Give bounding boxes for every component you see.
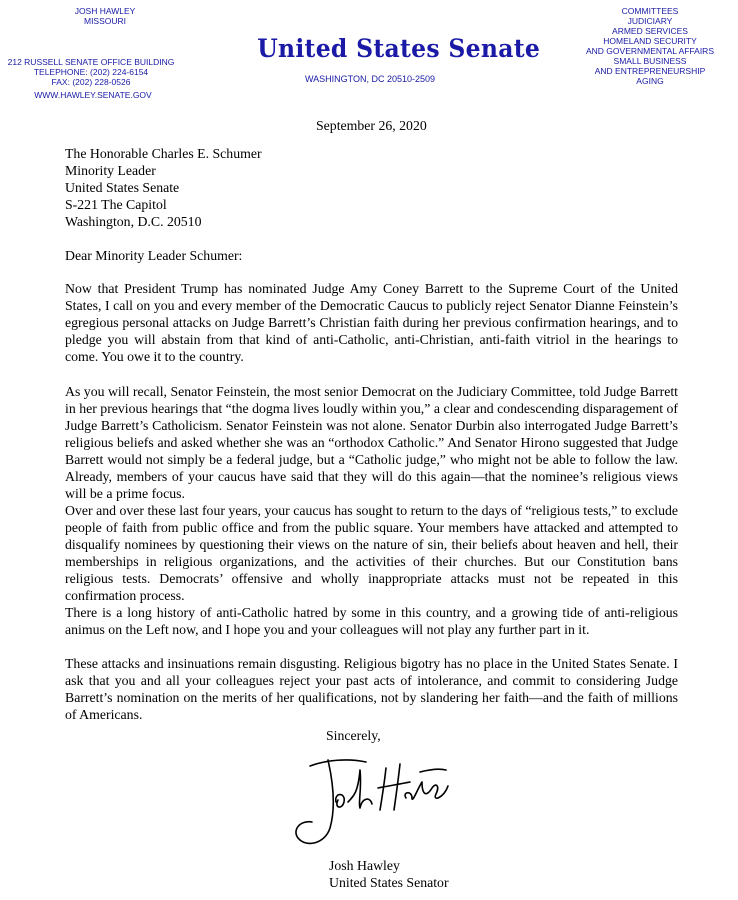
senate-title: United States Senate [257, 34, 541, 63]
committee-item: JUDICIARY [627, 16, 673, 26]
body-paragraph: These attacks and insinuations remain disgusting. Religious bigotry has no place in the United States Senate. I ask that you and all your colleagues reject your past acts of intolerance, and commit to considering Judge Barrett’s nomination on the merits of her qualifications, not by slandering her faith—and the faith of millions of Americans. [65, 656, 678, 722]
committee-item: AND ENTREPRENEURSHIP [594, 66, 706, 76]
recipient-line: S-221 The Capitol [65, 197, 167, 212]
body-paragraph: Over and over these last four years, your caucus has sought to return to the days of “religious tests,” to exclude people of faith from public office and from the public square. Your members have attacked and attempted to disqualify nominees by questioning their views on the nature of sin, their beliefs about heaven and hell, their memberships in religious organizations, and the activities of their churches. But our Constitution bans religious tests. Democrats’ offensive and wholly inappropriate attacks must not be repeated in this confirmation process. [65, 503, 678, 603]
committees-heading: COMMITTEES [621, 6, 679, 16]
letter-date: September 26, 2020 [316, 118, 427, 133]
recipient-line: United States Senate [65, 180, 180, 195]
committee-item: SMALL BUSINESS [613, 56, 687, 66]
body-paragraph: There is a long history of anti-Catholic hatred by some in this country, and a growing tide of anti-religious animus on the Left now, and I hope you and your colleagues will not play any further part in it. [65, 605, 678, 637]
recipient-line: Washington, D.C. 20510 [65, 214, 202, 229]
office-fax: FAX: (202) 228-0526 [51, 77, 131, 87]
signatory-title: United States Senator [329, 875, 449, 890]
body-paragraph: As you will recall, Senator Feinstein, the most senior Democrat on the Judiciary Committee, told Judge Barrett in her previous hearings that “the dogma lives loudly within you,” a clear and condescending disparagement of Judge Barrett’s Catholicism. Senator Feinstein was not alone. Senator Durbin also interrogated Judge Barrett’s religious beliefs and asked whether she was an “orthodox Catholic.” And Senator Hirono suggested that Judge Barrett would not simply be a federal judge, but a “Catholic judge,” who might not be able to follow the law. Already, members of your caucus have said that they will do this again—that the nominee’s religious views will be a prime focus. [65, 384, 678, 501]
office-address: 212 RUSSELL SENATE OFFICE BUILDING [7, 57, 175, 67]
recipient-line: Minority Leader [65, 163, 156, 178]
body-paragraph: Now that President Trump has nominated Judge Amy Coney Barrett to the Supreme Court of the United States, I call on you and every member of the Democratic Caucus to publicly reject Senator Dianne Feinstein’s egregious personal attacks on Judge Barrett’s Christian faith during her previous confirmation hearings, and to pledge you will abstain from that kind of anti-Catholic, anti-Christian, anti-faith vitriol in the hearings to come. You owe it to the country. [65, 281, 678, 364]
signatory-name: Josh Hawley [329, 858, 400, 873]
committee-item: AGING [636, 76, 664, 86]
committees-list [562, 6, 738, 86]
senator-state: MISSOURI [83, 16, 127, 26]
committee-item: AND GOVERNMENTAL AFFAIRS [586, 46, 714, 56]
office-contact [2, 57, 180, 87]
committee-item: ARMED SERVICES [612, 26, 688, 36]
recipient-line: The Honorable Charles E. Schumer [65, 146, 262, 161]
senator-info [30, 6, 180, 26]
office-telephone: TELEPHONE: (202) 224-6154 [33, 67, 149, 77]
salutation: Dear Minority Leader Schumer: [65, 248, 243, 263]
senate-address: WASHINGTON, DC 20510-2509 [304, 74, 436, 84]
recipient-address [65, 145, 262, 230]
committee-item: HOMELAND SECURITY [603, 36, 697, 46]
closing: Sincerely, [326, 728, 381, 743]
senator-name: JOSH HAWLEY [74, 6, 136, 16]
senator-website: WWW.HAWLEY.SENATE.GOV [34, 90, 152, 100]
signatory-block [329, 857, 449, 891]
handwritten-signature [288, 752, 453, 852]
